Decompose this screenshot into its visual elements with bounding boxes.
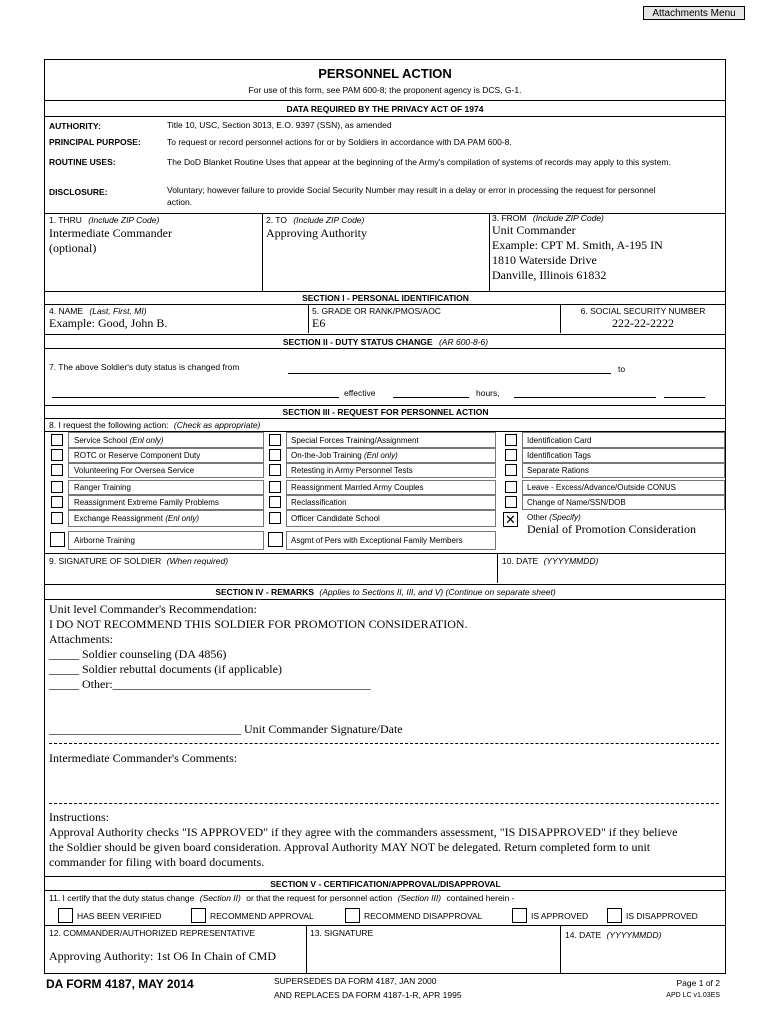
from-hint: (Include ZIP Code) xyxy=(532,213,604,223)
page-number: Page 1 of 2 xyxy=(676,978,720,988)
routine-uses-label: ROUTINE USES: xyxy=(49,157,116,167)
other-checkbox[interactable] xyxy=(503,512,518,527)
status-to-field[interactable] xyxy=(52,397,339,398)
section-4-title-text: SECTION IV - REMARKS xyxy=(215,587,315,597)
exchange-reassignment-option: Exchange Reassignment (Enl only) xyxy=(74,514,199,523)
is-disapproved-checkbox[interactable] xyxy=(607,908,622,923)
remarks-line: I DO NOT RECOMMEND THIS SOLDIER FOR PROMOTION CONSIDERATION. xyxy=(49,617,468,631)
leave-option: Leave - Excess/Advance/Outside CONUS xyxy=(527,483,676,492)
commander-representative-value: Approving Authority: 1st O6 In Chain of CMD xyxy=(49,949,276,963)
exceptional-family-checkbox[interactable] xyxy=(268,532,283,547)
disclosure-label: DISCLOSURE: xyxy=(49,187,108,197)
effective-label: effective xyxy=(344,388,376,398)
name-value: Example: Good, John B. xyxy=(49,316,168,330)
soldier-date-hint: (YYYYMMDD) xyxy=(543,556,599,566)
married-couples-checkbox[interactable] xyxy=(269,481,281,493)
family-problems-option: Reassignment Extreme Family Problems xyxy=(74,498,219,507)
privacy-header: DATA REQUIRED BY THE PRIVACY ACT OF 1974 xyxy=(286,104,484,114)
ojt-checkbox[interactable] xyxy=(269,449,281,461)
from-line: Example: CPT M. Smith, A-195 IN xyxy=(492,238,663,252)
retesting-option: Retesting in Army Personnel Tests xyxy=(291,466,413,475)
ocs-checkbox[interactable] xyxy=(269,512,281,524)
instructions-line: Approval Authority checks "IS APPROVED" if they agree with the commanders assessment, "IS DISAPPROVED" if they believe xyxy=(49,825,678,839)
section-4-title-hint: (Applies to Sections II, III, and V) (Continue on separate sheet) xyxy=(319,587,556,597)
remarks-line: Attachments: xyxy=(49,632,113,646)
special-forces-checkbox[interactable] xyxy=(269,434,281,446)
is-approved-option: IS APPROVED xyxy=(531,911,589,921)
id-tags-option: Identification Tags xyxy=(527,451,591,460)
intermediate-comments-label: Intermediate Commander's Comments: xyxy=(49,751,238,765)
approval-date-field[interactable] xyxy=(565,930,723,972)
attachments-menu-button[interactable]: Attachments Menu xyxy=(643,6,745,20)
family-problems-checkbox[interactable] xyxy=(51,496,63,508)
is-disapproved-option: IS DISAPPROVED xyxy=(626,911,698,921)
other-option: Other (Specify) xyxy=(527,513,581,522)
ocs-option: Officer Candidate School xyxy=(291,514,380,523)
effective-time-field[interactable] xyxy=(393,397,469,398)
thru-value-2: (optional) xyxy=(49,241,97,255)
soldier-signature-label: 9. SIGNATURE OF SOLDIER xyxy=(49,556,162,566)
form-title: PERSONNEL ACTION xyxy=(318,66,452,81)
ranger-training-checkbox[interactable] xyxy=(51,481,63,493)
commander-signature-line: ________________________________ Unit Commander Signature/Date xyxy=(49,722,403,736)
name-label: 4. NAME xyxy=(49,306,84,316)
reclassification-option: Reclassification xyxy=(291,498,347,507)
form-subtitle: For use of this form, see PAM 600-8; the proponent agency is DCS, G-1. xyxy=(248,85,522,95)
check-mark-icon: ✕ xyxy=(505,512,516,527)
leave-checkbox[interactable] xyxy=(505,481,517,493)
special-forces-option: Special Forces Training/Assignment xyxy=(291,436,419,445)
separate-rations-option: Separate Rations xyxy=(527,466,589,475)
instructions-title: Instructions: xyxy=(49,810,109,824)
airborne-training-checkbox[interactable] xyxy=(50,532,65,547)
verified-checkbox[interactable] xyxy=(58,908,73,923)
purpose-label: PRINCIPAL PURPOSE: xyxy=(49,137,141,147)
section-2-title xyxy=(45,337,726,347)
name-hint: (Last, First, MI) xyxy=(89,306,147,316)
effective-date-field[interactable] xyxy=(514,397,656,398)
remarks-line: _____ Soldier rebuttal documents (if applicable) xyxy=(49,662,282,676)
from-line: Danville, Illinois 61832 xyxy=(492,268,607,282)
recommend-disapproval-checkbox[interactable] xyxy=(345,908,360,923)
commander-representative-label: 12. COMMANDER/AUTHORIZED REPRESENTATIVE xyxy=(49,928,256,938)
other-value[interactable]: Denial of Promotion Consideration xyxy=(527,522,696,536)
name-change-checkbox[interactable] xyxy=(505,496,517,508)
section-4-title xyxy=(45,587,726,597)
section-2-title-text: SECTION II - DUTY STATUS CHANGE xyxy=(282,337,433,347)
name-field[interactable] xyxy=(49,306,304,331)
routine-uses-text: The DoD Blanket Routine Uses that appear at the beginning of the Army's compilation of systems of records may apply to this system. xyxy=(167,157,671,167)
id-card-option: Identification Card xyxy=(527,436,592,445)
retesting-checkbox[interactable] xyxy=(269,464,281,476)
verified-option: HAS BEEN VERIFIED xyxy=(77,911,162,921)
to-value: Approving Authority xyxy=(266,226,367,240)
rotc-checkbox[interactable] xyxy=(51,449,63,461)
oversea-service-option: Volunteering For Oversea Service xyxy=(74,466,195,475)
to-label: 2. TO xyxy=(266,215,287,225)
from-field[interactable] xyxy=(492,213,724,289)
thru-value-1: Intermediate Commander xyxy=(49,226,172,240)
grade-value: E6 xyxy=(312,316,326,330)
exceptional-family-option: Asgmt of Pers with Exceptional Family Members xyxy=(291,536,463,545)
supersedes-line-1: SUPERSEDES DA FORM 4187, JAN 2000 xyxy=(274,976,437,986)
effective-extra-field[interactable] xyxy=(664,397,705,398)
reclassification-checkbox[interactable] xyxy=(269,496,281,508)
grade-label: 5. GRADE OR RANK/PMOS/AOC xyxy=(312,306,441,316)
soldier-date-label: 10. DATE xyxy=(502,556,539,566)
instructions-line: commander for filing with board documents. xyxy=(49,855,265,869)
separate-rations-checkbox[interactable] xyxy=(505,464,517,476)
disclosure-text: Voluntary; however failure to provide Social Security Number may result in a delay or error in processing the request for personnel action. xyxy=(167,185,656,207)
section-3-title: SECTION III - REQUEST FOR PERSONNEL ACTION xyxy=(282,407,489,417)
duty-status-line: 7. The above Soldier's duty status is changed from xyxy=(49,362,240,372)
ojt-option: On-the-Job Training (Enl only) xyxy=(291,451,398,460)
approval-date-label: 14. DATE xyxy=(565,930,602,940)
supersedes-line-2: AND REPLACES DA FORM 4187-1-R, APR 1995 xyxy=(274,990,462,1000)
status-from-field[interactable] xyxy=(288,373,611,374)
thru-label: 1. THRU xyxy=(49,215,82,225)
approval-signature-field[interactable] xyxy=(310,928,556,972)
request-line xyxy=(49,420,260,430)
from-label: 3. FROM xyxy=(492,213,527,223)
remarks-line: _____ Other:___________________________________________ xyxy=(49,677,371,691)
ranger-training-option: Ranger Training xyxy=(74,483,131,492)
name-change-option: Change of Name/SSN/DOB xyxy=(527,498,626,507)
ssn-value: 222-22-2222 xyxy=(612,316,674,330)
section-1-title: SECTION I - PERSONAL IDENTIFICATION xyxy=(302,293,469,303)
request-line-hint: (Check as appropriate) xyxy=(173,420,261,430)
section-2-title-ref: (AR 600-8-6) xyxy=(438,337,489,347)
soldier-signature-hint: (When required) xyxy=(166,556,229,566)
approval-date-hint: (YYYYMMDD) xyxy=(606,930,662,940)
purpose-text: To request or record personnel actions for or by Soldiers in accordance with DA PAM 600-8. xyxy=(167,137,512,147)
thru-hint: (Include ZIP Code) xyxy=(88,215,160,225)
soldier-signature-field[interactable] xyxy=(49,556,489,581)
commander-representative-field[interactable] xyxy=(49,928,303,972)
rotc-option: ROTC or Reserve Component Duty xyxy=(74,451,201,460)
is-approved-checkbox[interactable] xyxy=(512,908,527,923)
recommend-approval-option: RECOMMEND APPROVAL xyxy=(210,911,314,921)
oversea-service-checkbox[interactable] xyxy=(51,464,63,476)
ssn-field[interactable] xyxy=(562,306,724,331)
status-to-label: to xyxy=(618,364,626,374)
recommend-disapproval-option: RECOMMEND DISAPPROVAL xyxy=(364,911,483,921)
soldier-date-field[interactable] xyxy=(502,556,722,581)
remarks-area[interactable] xyxy=(49,602,719,692)
remarks-line: Unit level Commander's Recommendation: xyxy=(49,602,257,616)
exchange-reassignment-checkbox[interactable] xyxy=(51,512,63,524)
id-tags-checkbox[interactable] xyxy=(505,449,517,461)
hours-label: hours, xyxy=(476,388,500,398)
service-school-checkbox[interactable] xyxy=(51,434,63,446)
airborne-training-option: Airborne Training xyxy=(74,536,135,545)
certify-line: 11. I certify that the duty status change (Section II) or that the request for personnel action (Section III) contained herein - xyxy=(49,893,515,903)
version: APD LC v1.03ES xyxy=(666,992,720,999)
ssn-label: 6. SOCIAL SECURITY NUMBER xyxy=(580,306,706,316)
instructions-line: the Soldier should be given board consideration. Approval Authority MAY NOT be delegated. Return completed form to unit xyxy=(49,840,651,854)
thru-field[interactable] xyxy=(49,215,259,289)
to-hint: (Include ZIP Code) xyxy=(293,215,365,225)
to-field[interactable] xyxy=(266,215,486,289)
instructions xyxy=(49,810,724,870)
grade-field[interactable] xyxy=(312,306,557,331)
service-school-option: Service School (Enl only) xyxy=(74,436,164,445)
from-line: Unit Commander xyxy=(492,223,576,237)
recommend-approval-checkbox[interactable] xyxy=(191,908,206,923)
remarks-line: _____ Soldier counseling (DA 4856) xyxy=(49,647,227,661)
married-couples-option: Reassignment Married Army Couples xyxy=(291,483,424,492)
form-id: DA FORM 4187, MAY 2014 xyxy=(46,977,194,991)
authority-label: AUTHORITY: xyxy=(49,121,101,131)
authority-text: Title 10, USC, Section 3013, E.O. 9397 (SSN), as amended xyxy=(167,120,392,130)
request-line-text: 8. I request the following action: xyxy=(49,420,169,430)
approval-signature-label: 13. SIGNATURE xyxy=(310,928,374,938)
from-line: 1810 Waterside Drive xyxy=(492,253,597,267)
id-card-checkbox[interactable] xyxy=(505,434,517,446)
section-5-title: SECTION V - CERTIFICATION/APPROVAL/DISAPPROVAL xyxy=(270,879,501,889)
